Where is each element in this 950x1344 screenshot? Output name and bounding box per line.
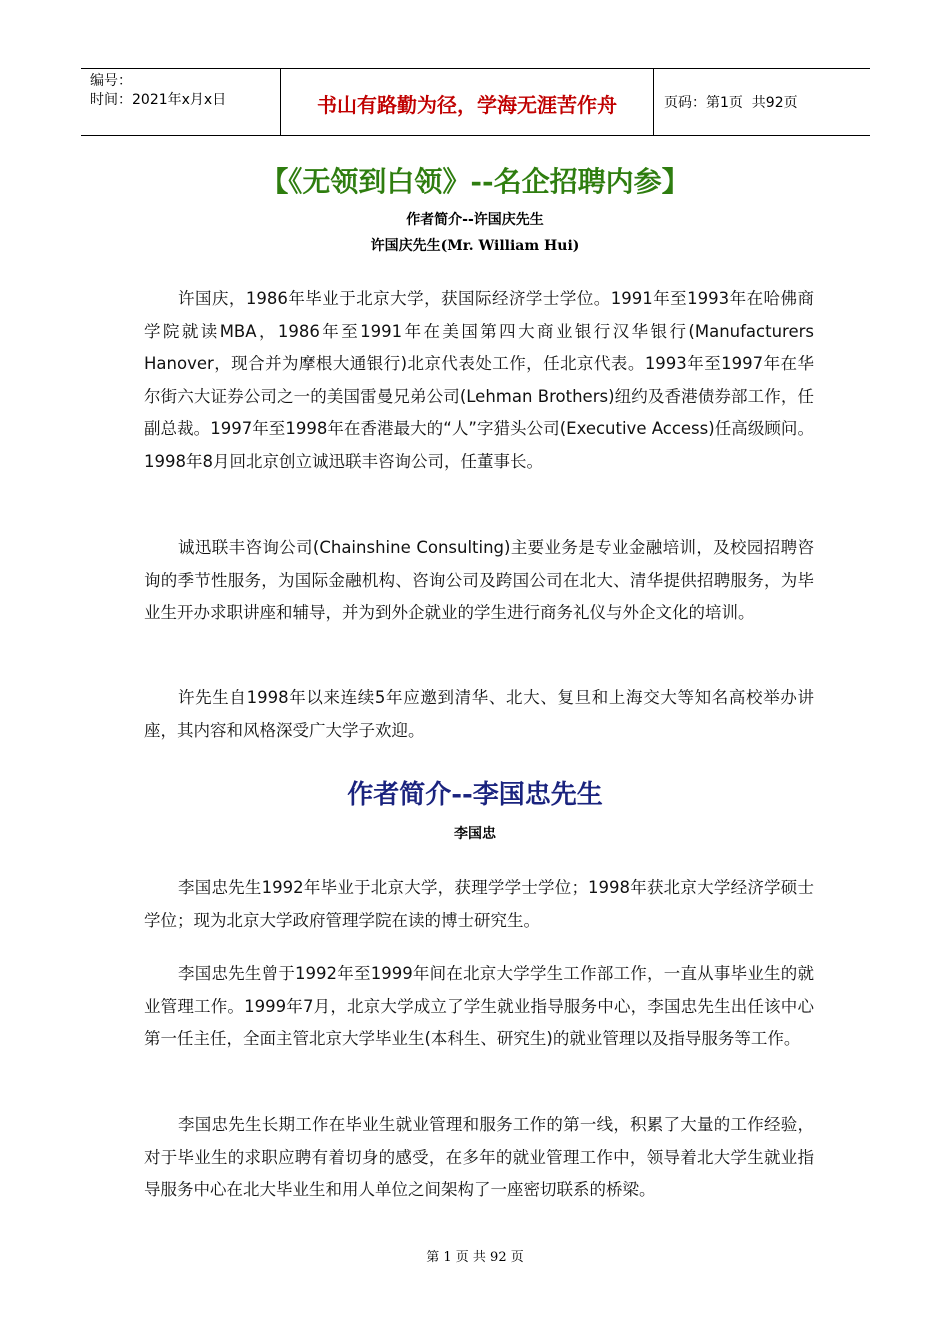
document-title: 【《无领到白领》--名企招聘内参】 (260, 165, 690, 198)
header-meta-cell (81, 69, 281, 135)
author2-paragraph-3: 李国忠先生长期工作在毕业生就业管理和服务工作的第一线，积累了大量的工作经验，对于毕业生的求职应聘有着切身的感受，在多年的就业管理工作中，领导着北大学生就业指导服务中心在北大毕业生和用人单位之间架构了一座密切联系的桥梁。 (144, 1115, 814, 1199)
author2-paragraph-2: 李国忠先生曾于1992年至1999年间在北京大学学生工作部工作，一直从事毕业生的就业管理工作。1999年7月，北京大学成立了学生就业指导服务中心，李国忠先生出任该中心第一任主任，全面主管北京大学毕业生(本科生、研究生)的就业管理以及指导服务等工作。 (144, 964, 814, 1048)
footer-page-number: 第 1 页 共 92 页 (426, 1250, 524, 1265)
page-footer (0, 1246, 950, 1265)
author2-paragraph-1: 李国忠先生1992年毕业于北京大学，获理学学士学位；1998年获北京大学经济学硕士学位；现为北京大学政府管理学院在读的博士研究生。 (144, 878, 814, 930)
time-label: 时间：2021年x月x日 (90, 92, 227, 108)
author1-paragraph-2: 诚迅联丰咨询公司(Chainshine Consulting)主要业务是专业金融培训，及校园招聘咨询的季节性服务，为国际金融机构、咨询公司及跨国公司在北大、清华提供招聘服务，为毕业生开办求职讲座和辅导，并为到外企就业的学生进行商务礼仪与外企文化的培训。 (144, 538, 814, 622)
author1-paragraph-3: 许先生自1998年以来连续5年应邀到清华、北大、复旦和上海交大等知名高校举办讲座，其内容和风格深受广大学子欢迎。 (144, 688, 814, 740)
author1-name-line: 许国庆先生(Mr. William Hui) (370, 238, 580, 254)
header-page-info-cell (654, 69, 870, 135)
author2-intro-heading: 作者简介--李国忠先生 (347, 780, 603, 810)
author1-intro-heading: 作者简介--许国庆先生 (406, 212, 544, 228)
header-page-info: 页码：第1页 共92页 (664, 95, 798, 111)
author2-name-line: 李国忠 (454, 826, 496, 842)
author1-paragraph-1: 许国庆，1986年毕业于北京大学，获国际经济学士学位。1991年至1993年在哈佛商学院就读MBA，1986年至1991年在美国第四大商业银行汉华银行(Manufacturers Hanover，现合并为摩根大通银行)北京代表处工作，任北京代表。1993年至1997年在华尔街六大证券公司之一的美国雷曼兄弟公司(Lehman Brothers)纽约及香港债券部工作，任副总裁。1997年至1998年在香港最大的“人”字猎头公司(Executive Access)任高级顾问。1998年8月回北京创立诚迅联丰咨询公司，任董事长。 (144, 289, 814, 471)
header-motto: 书山有路勤为径，学海无涯苦作舟 (281, 69, 654, 135)
number-label: 编号： (90, 73, 132, 89)
document-header (81, 68, 870, 136)
